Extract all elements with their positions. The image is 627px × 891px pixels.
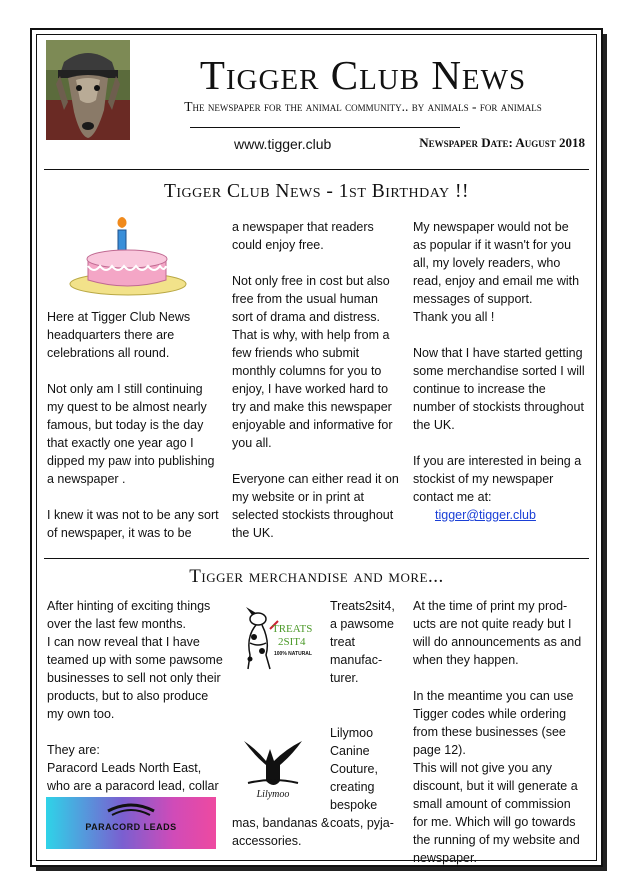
merch-col1-para: After hinting of exciting things over the last few months. xyxy=(47,599,211,631)
birthday-col2-para: Everyone can either read it on my website or in print at selected stockists throughout the UK. xyxy=(232,472,399,540)
newspaper-date: Newspaper Date: August 2018 xyxy=(419,135,585,150)
birthday-col2-para: Not only free in cost but also free from the usual human sort of drama and distress. That is why, with help from a few friends who submit monthly columns for you to enjoy, I have worked hard to try and make this newspaper enjoyable and informative for you all. xyxy=(232,274,393,450)
birthday-heading: Tigger Club News - 1st Birthday !! xyxy=(163,181,470,202)
treats-logo-line3: 100% NATURAL xyxy=(274,651,312,657)
birthday-col1-para: I knew it was not to be any sort of newspaper, it was to be xyxy=(47,508,219,540)
website-link[interactable]: www.tigger.club xyxy=(234,136,332,152)
section-divider-middle xyxy=(44,558,589,559)
masthead-title: Tigger Club News xyxy=(199,52,527,98)
birthday-col3-para: My newspaper would not be as popular if it wasn't for you all, my lovely readers, who read, enjoy and email me with messages of support. xyxy=(413,220,580,306)
paracord-logo-text: PARACORD LEADS xyxy=(85,822,177,832)
birthday-cake-illustration xyxy=(66,214,190,298)
masthead-subtitle: The newspaper for the animal community.. by animals - for animals xyxy=(184,99,542,114)
birthday-col1-para: Not only am I still continuing my quest to be almost nearly famous, but today is the day that exactly one year ago I dipped my paw into publishing a newspaper . xyxy=(47,382,215,486)
birthday-col1-para: Here at Tigger Club News headquarters there are celebrations all round. xyxy=(47,310,191,360)
lilymoo-description-tail: mas, bandanas & accessories. xyxy=(232,816,330,848)
lilymoo-logo-text: Lilymoo xyxy=(256,789,290,800)
treats2sit4-logo xyxy=(236,603,324,677)
merch-col3-para: At the time of print my prod-ucts are not quite ready but I will do announcements as and when they happen. xyxy=(413,599,582,667)
page-shadow-right xyxy=(603,34,607,870)
merch-column-3 xyxy=(413,597,585,867)
birthday-column-2 xyxy=(232,218,400,542)
masthead-dog-photo xyxy=(46,40,130,140)
email-link-wrap xyxy=(413,506,585,524)
merch-column-1 xyxy=(47,597,225,813)
birthday-column-1 xyxy=(47,308,219,542)
merch-heading: Tigger merchandise and more... xyxy=(189,566,444,587)
birthday-column-3 xyxy=(413,218,585,524)
treats-logo-line1: TREATS xyxy=(272,623,313,635)
merch-col1-para: They are: xyxy=(47,743,100,757)
birthday-col3-para: If you are interested in being a stockist of my newspaper contact me at: xyxy=(413,454,582,504)
merch-col3-para: This will not give you any discount, but it will generate a small amount of commission for me. Which will go towards the running of my website and newspaper. xyxy=(413,761,580,865)
email-link[interactable]: tigger@tigger.club xyxy=(435,508,536,522)
merch-col3-para: In the meantime you can use Tigger codes while ordering from these businesses (see page 12). xyxy=(413,689,574,757)
section-divider-top xyxy=(44,169,589,170)
birthday-col3-para: Now that I have started getting some merchandise sorted I will continue to increase the number of stockists throughout the UK. xyxy=(413,346,585,432)
page-shadow-bottom xyxy=(36,867,607,871)
treats-logo-line2: 2SIT4 xyxy=(278,636,306,648)
birthday-col3-para: Thank you all ! xyxy=(413,310,495,324)
lilymoo-description: Lilymoo Canine Couture, creating bespoke coats, pyja- xyxy=(330,726,394,830)
paracord-leads-logo xyxy=(46,797,216,849)
merch-col1-para: I can now reveal that I have teamed up with some pawsome businesses to sell not only their products, but to also produce my own too. xyxy=(47,635,223,721)
lilymoo-logo xyxy=(240,737,306,805)
masthead-rule xyxy=(190,127,460,128)
merch-col1-para: Paracord Leads North East, who are a paracord lead, collar xyxy=(47,761,219,793)
birthday-col2-para: a newspaper that readers could enjoy free. xyxy=(232,220,374,252)
treats-description: Treats2sit4, a pawsome treat manufac-turer. xyxy=(330,599,395,685)
